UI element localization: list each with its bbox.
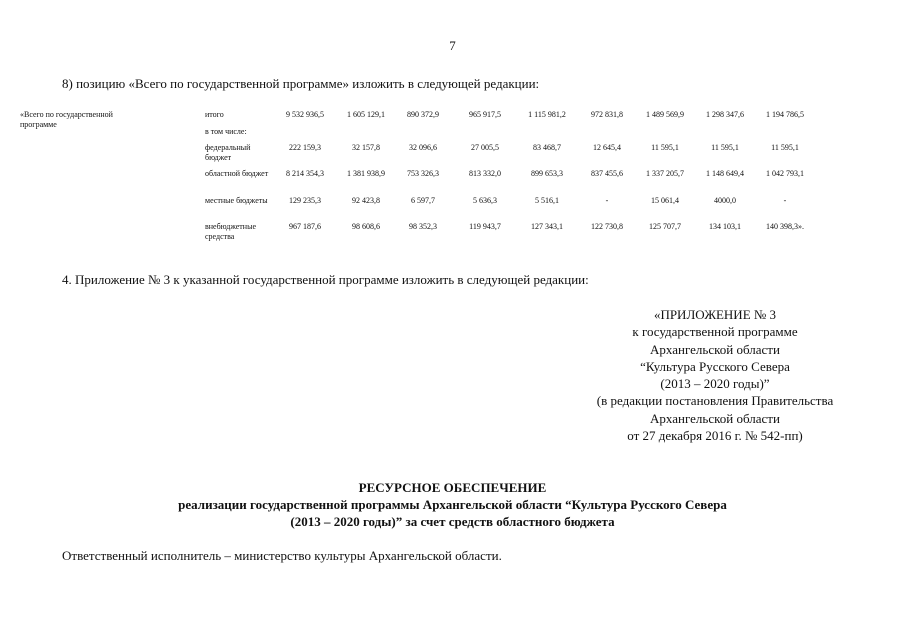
table-cell: - [783,196,787,205]
table-cell: 967 187,6 [289,222,321,231]
table-cell: 32 157,8 [352,143,380,152]
appendix-line: к государственной программе [632,324,798,340]
section-heading [0,479,905,530]
row-name: итого [205,110,224,119]
table-cell: 1 115 981,2 [528,110,566,119]
table-row [205,196,845,218]
table-cell: 9 532 936,5 [286,110,324,119]
row-name: местные бюджеты [205,196,268,205]
table-cell: 1 298 347,6 [706,110,744,119]
table-row [205,222,845,244]
table-cell: 1 042 793,1 [766,169,804,178]
table-cell: 83 468,7 [533,143,561,152]
appendix-line: «ПРИЛОЖЕНИЕ № 3 [653,307,777,322]
table-cell: 890 372,9 [407,110,439,119]
table-cell: 92 423,8 [352,196,380,205]
table-cell: 119 943,7 [469,222,501,231]
table-cell: 11 595,1 [711,143,739,152]
page-number: 7 [449,38,456,53]
table-cell: 1 605 129,1 [347,110,385,119]
table-cell: 140 398,3». [766,222,804,231]
heading-line: реализации государственной программы Архангельской области “Культура Русского Севера [178,497,727,512]
table-cell: 4000,0 [714,196,736,205]
table-cell: 98 352,3 [409,222,437,231]
table-cell: - [605,196,609,205]
table-cell: 129 235,3 [289,196,321,205]
row-name: внебюджетные средства [205,222,256,241]
table-cell: 753 326,3 [407,169,439,178]
table-cell: 6 597,7 [411,196,435,205]
table-row [205,143,845,165]
heading-line: РЕСУРСНОЕ ОБЕСПЕЧЕНИЕ [358,480,547,495]
table-cell: 1 194 786,5 [766,110,804,119]
appendix-line: от 27 декабря 2016 г. № 542-пп) [627,428,803,444]
table-cell: 134 103,1 [709,222,741,231]
table-cell: 12 645,4 [593,143,621,152]
row-name: федеральный бюджет [205,143,251,162]
table-cell: 1 381 938,9 [347,169,385,178]
row-name: областной бюджет [205,169,269,178]
table-cell: 15 061,4 [651,196,679,205]
table-cell: 125 707,7 [649,222,681,231]
table-row [205,169,845,191]
table-cell: 11 595,1 [651,143,679,152]
table-cell: 1 489 569,9 [646,110,684,119]
table-cell: 1 337 205,7 [646,169,684,178]
table-cell: 222 159,3 [289,143,321,152]
table-cell: 27 005,5 [471,143,499,152]
table-cell: 965 917,5 [469,110,501,119]
appendix-line: “Культура Русского Севера [640,358,790,374]
appendix-line: (2013 – 2020 годы)” [660,376,770,392]
table-cell: 127 343,1 [531,222,563,231]
row-name: в том числе: [205,127,247,136]
table-cell: 972 831,8 [591,110,623,119]
table-cell: 122 730,8 [591,222,623,231]
table-cell: 837 455,6 [591,169,623,178]
table-cell: 5 516,1 [535,196,559,205]
appendix-block [560,306,870,444]
table-cell: 813 332,0 [469,169,501,178]
appendix-line: (в редакции постановления Правительства [596,393,834,409]
responsible-executor: Ответственный исполнитель – министерство культуры Архангельской области. [62,548,502,563]
table-cell: 1 148 649,4 [706,169,744,178]
item-4-text: 4. Приложение № 3 к указанной государственной программе изложить в следующей редакции: [62,272,589,287]
heading-line: (2013 – 2020 годы)” за счет средств областного бюджета [290,514,615,529]
table-cell: 5 636,3 [473,196,497,205]
appendix-line: Архангельской области [650,341,780,357]
table-cell: 899 653,3 [531,169,563,178]
table-cell: 11 595,1 [771,143,799,152]
table-cell: 32 096,6 [409,143,437,152]
table-cell: 98 608,6 [352,222,380,231]
appendix-line: Архангельской области [650,410,780,426]
item-8-text: 8) позицию «Всего по государственной программе» изложить в следующей редакции: [62,76,540,91]
table-cell: 8 214 354,3 [286,169,324,178]
table-row-label: «Всего по государственной программе [20,110,113,129]
